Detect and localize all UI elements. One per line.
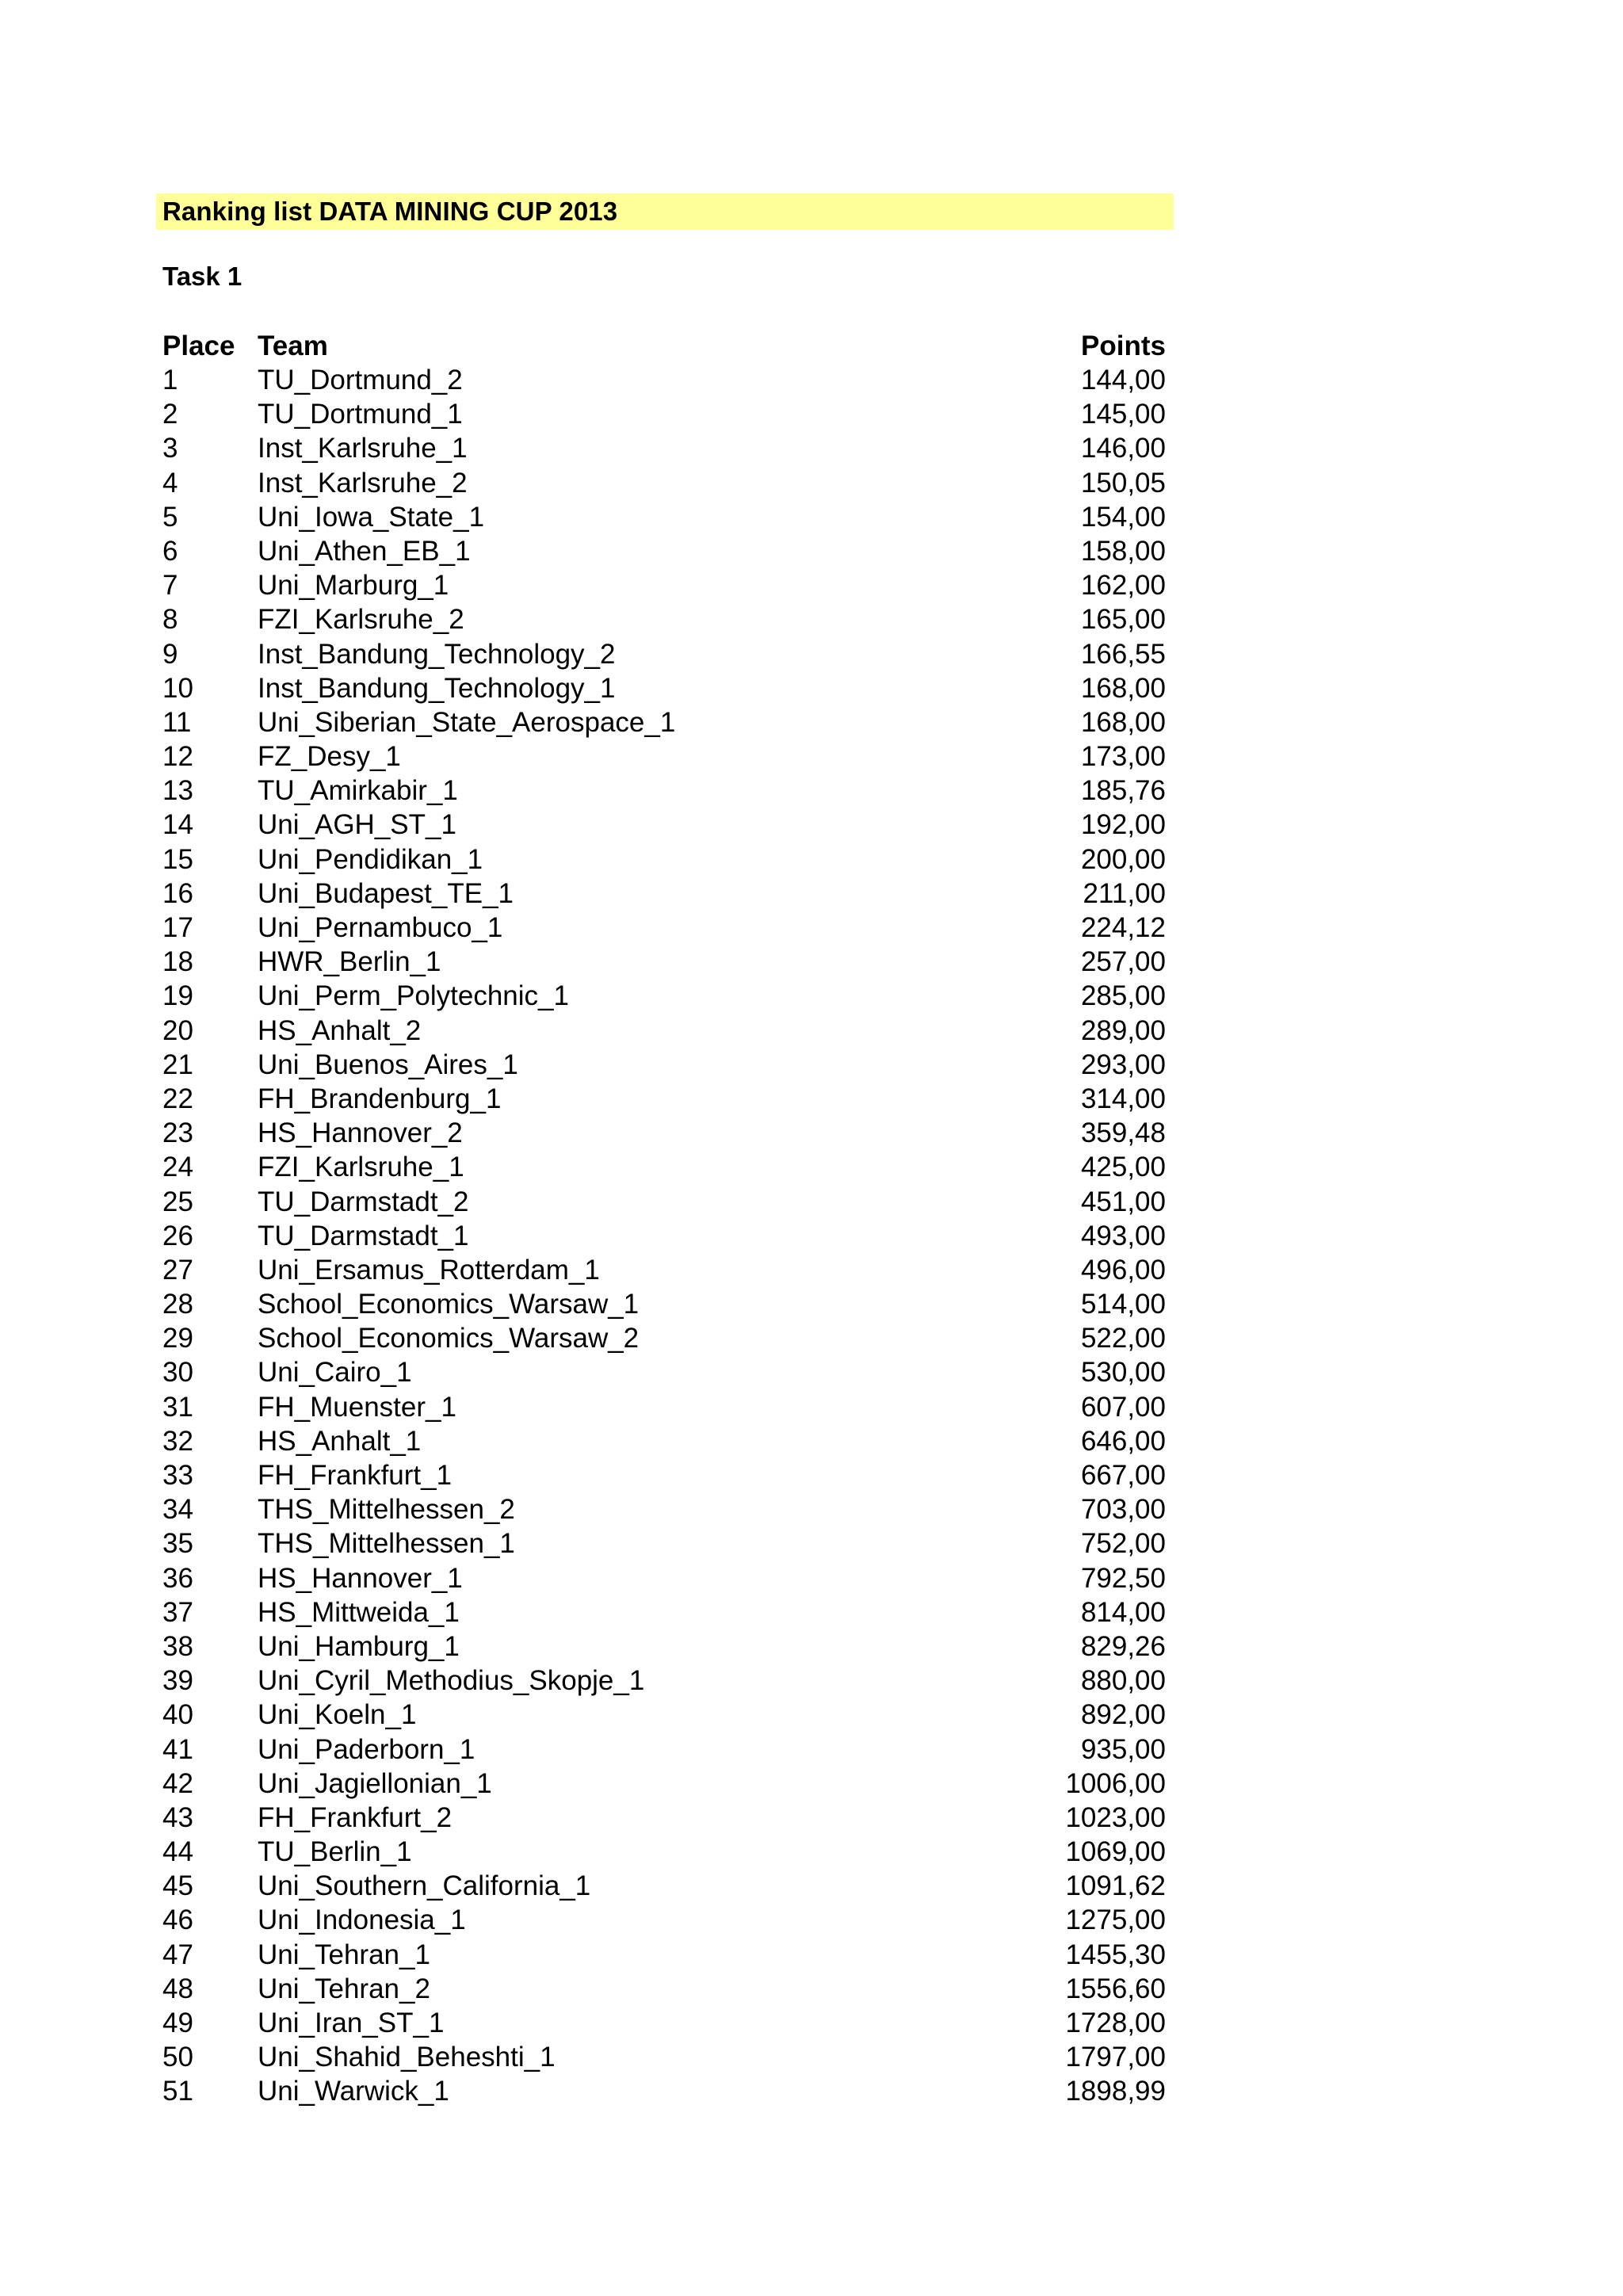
row-team: FH_Frankfurt_1 [258, 1460, 453, 1491]
row-place: 48 [162, 1973, 193, 2004]
table-row [156, 877, 1174, 911]
table-row [156, 1424, 1174, 1458]
row-team: FH_Brandenburg_1 [258, 1083, 502, 1114]
table-row [156, 1116, 1174, 1150]
row-points: 150,05 [1080, 467, 1166, 499]
table-row [156, 1938, 1174, 1972]
row-points: 314,00 [1080, 1083, 1166, 1114]
row-points: 173,00 [1080, 741, 1166, 773]
row-points: 154,00 [1080, 501, 1166, 533]
row-place: 11 [162, 706, 192, 738]
row-team: School_Economics_Warsaw_1 [258, 1289, 640, 1320]
row-points: 257,00 [1080, 946, 1166, 978]
row-team: TU_Dortmund_2 [258, 365, 463, 395]
row-points: 168,00 [1080, 706, 1166, 738]
row-team: Uni_Athen_EB_1 [258, 535, 471, 567]
row-team: Uni_AGH_ST_1 [258, 809, 456, 841]
row-team: Uni_Iowa_State_1 [258, 501, 485, 533]
row-team: Uni_Ersamus_Rotterdam_1 [258, 1254, 600, 1286]
row-team: FZI_Karlsruhe_2 [258, 604, 464, 636]
row-points: 829,26 [1080, 1630, 1166, 1662]
table-row [156, 739, 1174, 774]
table-row [156, 2006, 1174, 2040]
row-team: Uni_Cairo_1 [258, 1357, 412, 1389]
row-place: 7 [162, 570, 178, 602]
row-place: 42 [162, 1767, 193, 1799]
row-team: Inst_Karlsruhe_2 [258, 467, 468, 499]
row-team: TU_Darmstadt_2 [258, 1186, 469, 1217]
row-place: 37 [162, 1596, 193, 1628]
row-place: 24 [162, 1152, 193, 1183]
row-place: 47 [162, 1939, 193, 1970]
row-place: 45 [162, 1870, 193, 1902]
row-points: 144,00 [1080, 365, 1166, 395]
table-row [156, 637, 1174, 671]
task-heading: Task 1 [162, 262, 242, 291]
row-team: Uni_Pendidikan_1 [258, 843, 483, 875]
row-team: THS_Mittelhessen_2 [258, 1494, 515, 1526]
table-row [156, 842, 1174, 877]
header-points: Points [1081, 330, 1166, 361]
table-row [156, 1253, 1174, 1287]
row-points: 752,00 [1080, 1528, 1166, 1560]
row-team: FH_Muenster_1 [258, 1391, 456, 1423]
row-place: 35 [162, 1528, 193, 1560]
row-team: THS_Mittelhessen_1 [258, 1528, 515, 1560]
row-team: Inst_Bandung_Technology_2 [258, 638, 616, 670]
table-row [156, 2074, 1174, 2108]
row-points: 703,00 [1080, 1494, 1166, 1526]
row-place: 50 [162, 2042, 193, 2073]
row-points: 1898,99 [1065, 2076, 1166, 2107]
row-points: 1455,30 [1065, 1939, 1166, 1970]
row-place: 26 [162, 1220, 193, 1251]
row-points: 192,00 [1080, 809, 1166, 841]
table-row [156, 979, 1174, 1013]
row-place: 44 [162, 1836, 193, 1868]
row-team: FH_Frankfurt_2 [258, 1801, 453, 1833]
row-points: 522,00 [1080, 1323, 1166, 1354]
row-points: 530,00 [1080, 1357, 1166, 1389]
row-place: 28 [162, 1289, 193, 1320]
row-place: 3 [162, 433, 178, 464]
row-team: HS_Hannover_2 [258, 1117, 463, 1149]
table-row [156, 1048, 1174, 1082]
row-team: Uni_Paderborn_1 [258, 1733, 475, 1765]
table-row [156, 1082, 1174, 1116]
table-row [156, 774, 1174, 808]
row-place: 31 [162, 1391, 193, 1423]
row-place: 25 [162, 1186, 193, 1217]
table-row [156, 1185, 1174, 1219]
table-row [156, 363, 1174, 397]
table-row [156, 466, 1174, 500]
row-place: 6 [162, 535, 178, 567]
row-points: 145,00 [1080, 399, 1166, 430]
row-team: Uni_Siberian_State_Aerospace_1 [258, 706, 676, 738]
table-row [156, 1664, 1174, 1698]
row-team: FZI_Karlsruhe_1 [258, 1152, 464, 1183]
row-team: Inst_Bandung_Technology_1 [258, 672, 616, 704]
row-place: 18 [162, 946, 193, 978]
row-points: 814,00 [1080, 1596, 1166, 1628]
row-points: 185,76 [1080, 775, 1166, 807]
row-place: 1 [162, 365, 178, 395]
row-place: 20 [162, 1014, 193, 1046]
row-place: 9 [162, 638, 178, 670]
row-place: 22 [162, 1083, 193, 1114]
row-team: Uni_Tehran_1 [258, 1939, 430, 1970]
row-team: Uni_Perm_Polytechnic_1 [258, 980, 569, 1012]
row-team: TU_Darmstadt_1 [258, 1220, 469, 1251]
row-place: 16 [162, 877, 193, 909]
row-team: TU_Berlin_1 [258, 1836, 412, 1868]
row-place: 27 [162, 1254, 193, 1286]
table-row [156, 1629, 1174, 1664]
row-place: 43 [162, 1801, 193, 1833]
table-row [156, 1014, 1174, 1048]
table-row [156, 2040, 1174, 2074]
table-row [156, 1458, 1174, 1492]
row-place: 12 [162, 741, 193, 773]
row-team: Uni_Marburg_1 [258, 570, 449, 602]
table-row [156, 1869, 1174, 1903]
row-team: HWR_Berlin_1 [258, 946, 441, 978]
table-row [156, 1801, 1174, 1835]
table-row [156, 1492, 1174, 1526]
row-points: 451,00 [1080, 1186, 1166, 1217]
row-points: 1006,00 [1065, 1767, 1166, 1799]
row-points: 646,00 [1080, 1425, 1166, 1457]
row-team: Uni_Jagiellonian_1 [258, 1767, 492, 1799]
row-points: 1023,00 [1065, 1801, 1166, 1833]
table-row [156, 1321, 1174, 1355]
row-team: HS_Hannover_1 [258, 1562, 463, 1594]
row-place: 5 [162, 501, 178, 533]
row-team: TU_Amirkabir_1 [258, 775, 458, 807]
row-points: 1275,00 [1065, 1904, 1166, 1936]
row-team: Uni_Tehran_2 [258, 1973, 430, 2004]
table-row [156, 1733, 1174, 1767]
row-points: 1556,60 [1065, 1973, 1166, 2004]
row-team: HS_Mittweida_1 [258, 1596, 460, 1628]
row-place: 40 [162, 1699, 193, 1731]
row-place: 46 [162, 1904, 193, 1936]
table-row [156, 1767, 1174, 1801]
row-team: Uni_Budapest_TE_1 [258, 877, 514, 909]
row-points: 1728,00 [1065, 2008, 1166, 2038]
row-place: 41 [162, 1733, 193, 1765]
row-points: 667,00 [1080, 1460, 1166, 1491]
table-row [156, 1835, 1174, 1869]
table-row [156, 705, 1174, 739]
table-row [156, 1150, 1174, 1184]
row-team: Uni_Cyril_Methodius_Skopje_1 [258, 1665, 645, 1697]
table-row [156, 1526, 1174, 1561]
row-place: 10 [162, 672, 193, 704]
table-row [156, 1903, 1174, 1937]
row-team: TU_Dortmund_1 [258, 399, 463, 430]
row-place: 38 [162, 1630, 193, 1662]
header-team: Team [258, 330, 328, 361]
row-place: 13 [162, 775, 193, 807]
row-place: 29 [162, 1323, 193, 1354]
row-points: 496,00 [1080, 1254, 1166, 1286]
title-band [156, 193, 1174, 230]
row-points: 1069,00 [1065, 1836, 1166, 1868]
table-row [156, 534, 1174, 568]
row-place: 23 [162, 1117, 193, 1149]
row-points: 146,00 [1080, 433, 1166, 464]
row-points: 493,00 [1080, 1220, 1166, 1251]
row-points: 224,12 [1080, 912, 1166, 943]
row-place: 8 [162, 604, 178, 636]
table-row [156, 568, 1174, 602]
row-points: 892,00 [1080, 1699, 1166, 1731]
row-team: Uni_Koeln_1 [258, 1699, 417, 1731]
row-points: 158,00 [1080, 535, 1166, 567]
row-team: HS_Anhalt_1 [258, 1425, 422, 1457]
row-team: Uni_Iran_ST_1 [258, 2008, 445, 2038]
table-row [156, 397, 1174, 431]
row-place: 33 [162, 1460, 193, 1491]
page-title: Ranking list DATA MINING CUP 2013 [162, 197, 618, 226]
table-row [156, 1390, 1174, 1424]
row-team: Uni_Indonesia_1 [258, 1904, 466, 1936]
row-place: 21 [162, 1049, 193, 1080]
row-team: Uni_Shahid_Beheshti_1 [258, 2042, 556, 2073]
table-row [156, 945, 1174, 979]
row-points: 200,00 [1080, 843, 1166, 875]
table-row [156, 1561, 1174, 1595]
table-row [156, 602, 1174, 636]
row-points: 792,50 [1080, 1562, 1166, 1594]
table-row [156, 1972, 1174, 2006]
table-row [156, 808, 1174, 842]
header-place: Place [162, 330, 235, 361]
table-row [156, 500, 1174, 534]
table-row [156, 1595, 1174, 1629]
row-points: 359,48 [1080, 1117, 1166, 1149]
row-points: 289,00 [1080, 1014, 1166, 1046]
row-team: Uni_Pernambuco_1 [258, 912, 503, 943]
row-team: Uni_Southern_California_1 [258, 1870, 591, 1902]
row-points: 285,00 [1080, 980, 1166, 1012]
row-team: Uni_Warwick_1 [258, 2076, 449, 2107]
row-place: 14 [162, 809, 193, 841]
row-points: 607,00 [1080, 1391, 1166, 1423]
row-team: FZ_Desy_1 [258, 741, 401, 773]
table-header [156, 329, 1174, 363]
table-row [156, 1698, 1174, 1732]
table-row [156, 431, 1174, 465]
row-place: 30 [162, 1357, 193, 1389]
row-points: 162,00 [1080, 570, 1166, 602]
row-points: 880,00 [1080, 1665, 1166, 1697]
row-points: 168,00 [1080, 672, 1166, 704]
row-points: 293,00 [1080, 1049, 1166, 1080]
row-team: Uni_Buenos_Aires_1 [258, 1049, 518, 1080]
row-points: 425,00 [1080, 1152, 1166, 1183]
row-place: 36 [162, 1562, 193, 1594]
row-team: Inst_Karlsruhe_1 [258, 433, 468, 464]
table-row [156, 1355, 1174, 1389]
row-place: 17 [162, 912, 193, 943]
row-points: 166,55 [1080, 638, 1166, 670]
row-place: 15 [162, 843, 193, 875]
row-place: 4 [162, 467, 178, 499]
row-team: Uni_Hamburg_1 [258, 1630, 460, 1662]
row-place: 34 [162, 1494, 193, 1526]
row-place: 39 [162, 1665, 193, 1697]
row-place: 49 [162, 2008, 193, 2038]
row-points: 211,00 [1083, 877, 1166, 909]
table-row [156, 671, 1174, 705]
row-team: HS_Anhalt_2 [258, 1014, 422, 1046]
table-row [156, 1287, 1174, 1321]
table-row [156, 1219, 1174, 1253]
row-points: 514,00 [1080, 1289, 1166, 1320]
row-points: 1091,62 [1065, 1870, 1166, 1902]
row-place: 51 [162, 2076, 193, 2107]
row-place: 32 [162, 1425, 193, 1457]
ranking-table-body [156, 363, 1174, 2109]
row-points: 935,00 [1080, 1733, 1166, 1765]
row-points: 1797,00 [1065, 2042, 1166, 2073]
row-place: 19 [162, 980, 193, 1012]
ranking-sheet [156, 193, 1174, 2107]
table-row [156, 911, 1174, 945]
row-team: School_Economics_Warsaw_2 [258, 1323, 640, 1354]
row-points: 165,00 [1080, 604, 1166, 636]
row-place: 2 [162, 399, 178, 430]
